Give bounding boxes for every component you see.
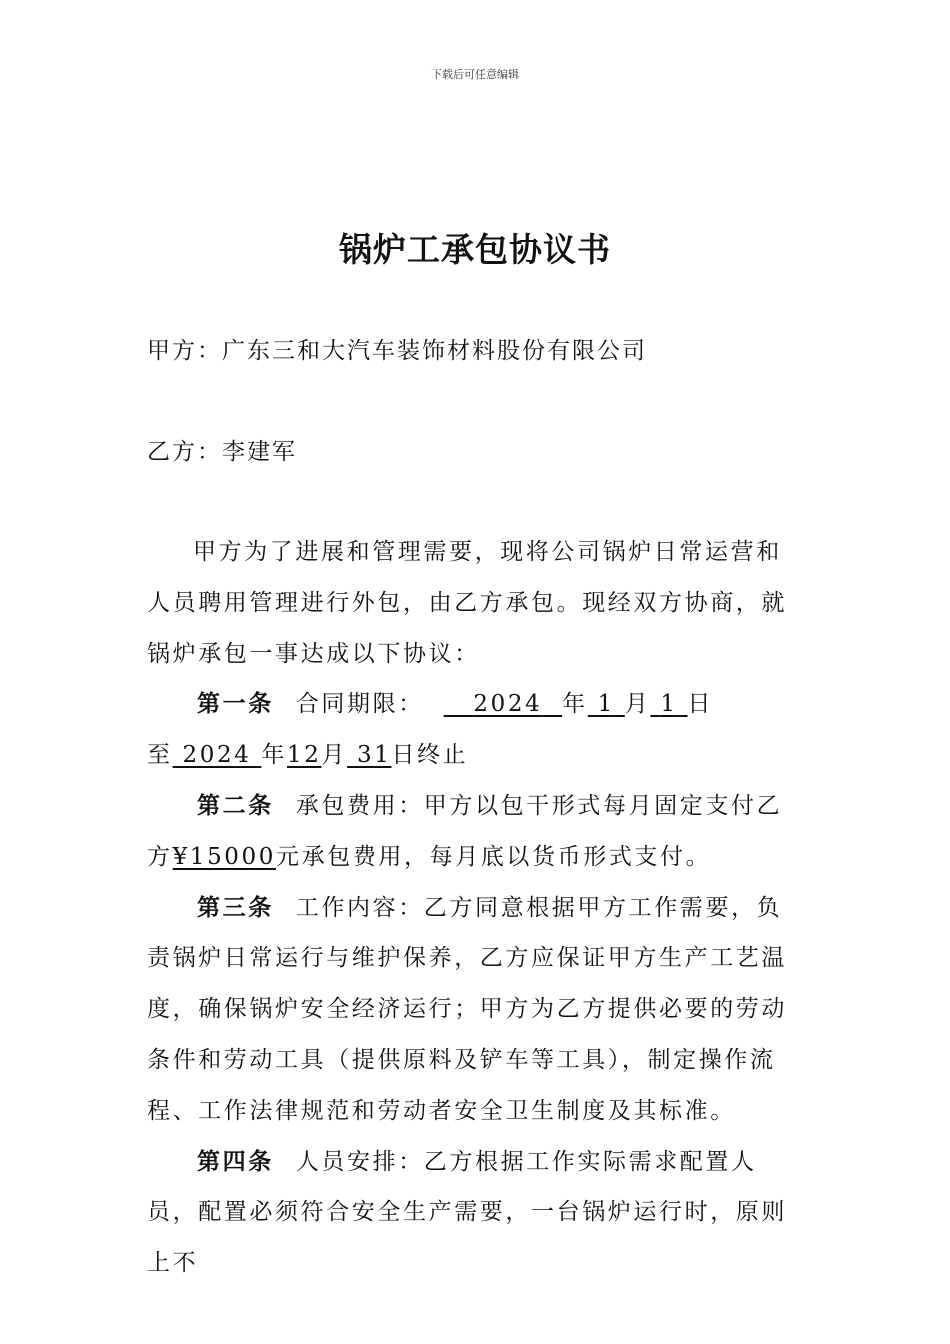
- clause-1-number: 第一条: [197, 690, 274, 718]
- end-month: 12: [287, 742, 322, 769]
- end-text: 日终止: [391, 742, 469, 769]
- party-b: 乙方：李建军: [147, 439, 297, 465]
- clause-2-text-a: 承包费用：甲方以包干形式每月固定支付乙方: [147, 792, 783, 870]
- clause-4-text: 人员安排：乙方根据工作实际需求配置人员，配置必须符合安全生产需要，一台锅炉运行时，原则上不: [147, 1148, 787, 1277]
- start-year: 2024: [473, 691, 543, 718]
- month-char-2: 月: [321, 742, 348, 769]
- document-body: [147, 527, 807, 1289]
- clause-3: [147, 883, 807, 1137]
- month-char: 月: [624, 691, 651, 718]
- year-char: 年: [562, 691, 588, 718]
- end-year: 2024: [182, 742, 252, 769]
- clause-1-label: 合同期限：: [295, 691, 424, 718]
- party-a: 甲方：广东三和大汽车装饰材料股份有限公司: [147, 338, 647, 364]
- clause-2-text-b: 元承包费用，每月底以货币形式支付。: [276, 843, 712, 870]
- clause-2: [147, 781, 807, 883]
- clause-4: [147, 1137, 807, 1289]
- until-text: 日至: [147, 691, 714, 769]
- clause-1: [147, 679, 807, 781]
- fee-amount: ¥15000: [172, 843, 277, 870]
- clause-4-number: 第四条: [197, 1147, 274, 1175]
- start-day: 1: [660, 691, 678, 718]
- clause-3-number: 第三条: [197, 893, 274, 921]
- clause-2-number: 第二条: [197, 791, 274, 819]
- intro-paragraph: 甲方为了进展和管理需要，现将公司锅炉日常运营和人员聘用管理进行外包，由乙方承包。现经双方协商，就锅炉承包一事达成以下协议：: [147, 539, 787, 667]
- end-day: 31: [357, 742, 392, 769]
- start-month: 1: [597, 691, 615, 718]
- document-title: 锅炉工承包协议书: [339, 230, 611, 269]
- year-char-2: 年: [261, 742, 287, 769]
- header-note: 下载后可任意编辑: [431, 68, 519, 81]
- clause-3-text: 工作内容：乙方同意根据甲方工作需要，负责锅炉日常运行与维护保养，乙方应保证甲方生产工艺温度，确保锅炉安全经济运行；甲方为乙方提供必要的劳动条件和劳动工具（提供原料及铲车等工具），制定操作流程、工作法律规范和劳动者安全卫生制度及其标准。: [147, 894, 787, 1124]
